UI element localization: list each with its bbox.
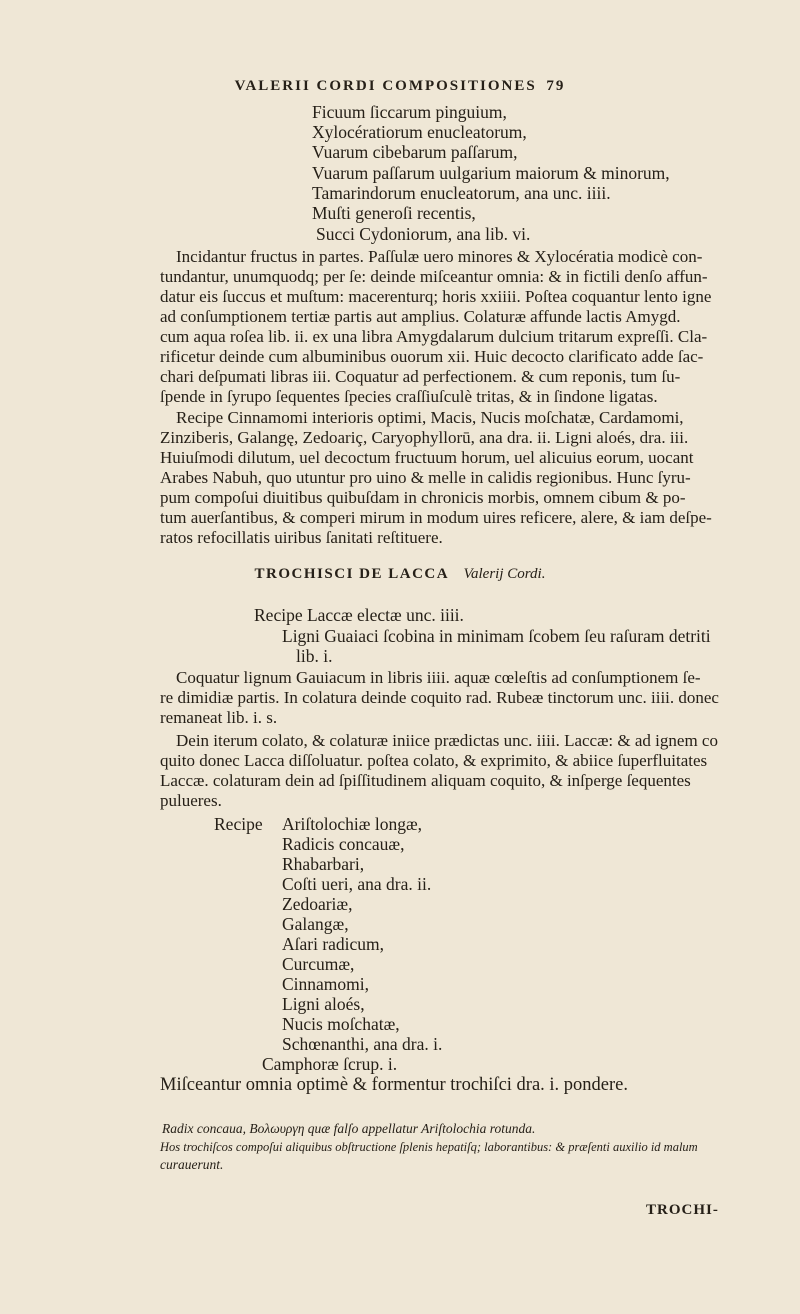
recipe-line: Recipe Laccæ electæ unc. iiii.: [254, 605, 464, 625]
text-line: re dimidiæ partis. In colatura deinde coquito rad. Rubeæ tinctorum unc. iiii. donec: [160, 688, 719, 707]
text-line: ratos refocillatis uiribus ſanitati reſtituere.: [160, 528, 443, 547]
recipe-item: Coſti ueri, ana dra. ii.: [282, 874, 432, 894]
recipe-item: Radicis concauæ,: [282, 834, 405, 854]
text-line: ad conſumptionem tertiæ partis aut amplius. Colaturæ affunde lactis Amygd.: [160, 307, 681, 326]
text-line: quito donec Lacca diſſoluatur. poſtea colato, & exprimito, & abiice ſuperfluitates: [160, 751, 708, 770]
recipe-item: Camphoræ ſcrup. i.: [262, 1054, 398, 1074]
text-line: Incidantur fructus in partes. Paſſulæ uero minores & Xylocératia modicè con-: [176, 247, 703, 266]
note-line: Radix concaua, Βολωυργη quæ falſo appellatur Ariſtolochia rotunda.: [162, 1121, 536, 1136]
recipe-item: Rhabarbari,: [282, 854, 365, 874]
ingredient-line: Muſti generoſi recentis,: [312, 203, 476, 223]
recipe-line: Ligni Guaiaci ſcobina in minimam ſcobem ſeu raſuram detriti: [282, 626, 711, 646]
recipe-label: Recipe: [214, 814, 263, 834]
closing-line: Miſceantur omnia optimè & formentur trochiſci dra. i. pondere.: [160, 1075, 629, 1095]
ingredient-line: Tamarindorum enucleatorum, ana unc. iiii.: [312, 183, 611, 203]
ingredient-line: Vuarum cibebarum paſſarum,: [312, 142, 518, 162]
recipe-line: lib. i.: [296, 646, 333, 666]
text-line: Laccæ. colaturam dein ad ſpiſſitudinem aliquam coquito, & inſperge ſequentes: [160, 771, 691, 790]
recipe-item: Curcumæ,: [282, 954, 355, 974]
recipe-item: Zedoariæ,: [282, 894, 353, 914]
recipe-item: Galangæ,: [282, 914, 349, 934]
section-title-text: TROCHISCI DE LACCA: [254, 566, 449, 582]
note-line: curauerunt.: [160, 1157, 224, 1172]
section-title: [0, 566, 800, 583]
recipe-item: Cinnamomi,: [282, 974, 370, 994]
text-line: cum aqua roſea lib. ii. ex una libra Amygdalarum dulcium tritarum expreſſi. Cla-: [160, 327, 708, 346]
recipe-item: Ariſtolochiæ longæ,: [282, 814, 422, 834]
section-title-author: Valerij Cordi.: [463, 566, 546, 582]
text-line: Dein iterum colato, & colaturæ iniice prædictas unc. iiii. Laccæ: & ad ignem co: [176, 731, 718, 750]
recipe-item: Schœnanthi, ana dra. i.: [282, 1034, 443, 1054]
catchword: TROCHI-: [646, 1202, 719, 1218]
recipe-item: Nucis moſchatæ,: [282, 1014, 400, 1034]
page-number: 79: [546, 78, 566, 94]
text-line: pulueres.: [160, 791, 222, 810]
text-line: pum compoſui diuitibus quibuſdam in chronicis morbis, omnem cibum & po-: [160, 488, 686, 507]
ingredient-line: Succi Cydoniorum, ana lib. vi.: [316, 224, 531, 244]
running-header: [0, 78, 800, 95]
text-line: tundantur, unumquodq; per ſe: deinde miſceantur omnia: & in fictili denſo affun-: [160, 267, 708, 286]
text-line: chari deſpumati libras iii. Coquatur ad perfectionem. & cum reponis, tum ſu-: [160, 367, 681, 386]
text-line: datur eis ſuccus et muſtum: macerenturq; horis xxiiii. Poſtea coquantur lento igne: [160, 287, 712, 306]
text-line: Recipe Cinnamomi interioris optimi, Macis, Nucis moſchatæ, Cardamomi,: [176, 408, 684, 427]
ingredient-line: Vuarum paſſarum uulgarium maiorum & minorum,: [312, 163, 670, 183]
text-line: Arabes Nabuh, quo utuntur pro uino & melle in calidis regionibus. Hunc ſyru-: [160, 468, 691, 487]
recipe-item: Ligni aloés,: [282, 994, 365, 1014]
text-line: ſpende in ſyrupo ſequentes ſpecies craſſiuſculè tritas, & in ſindone ligatas.: [160, 387, 658, 406]
running-header-title: VALERII CORDI COMPOSITIONES: [234, 78, 537, 94]
recipe-item: Aſari radicum,: [282, 934, 385, 954]
text-line: Huiuſmodi dilutum, uel decoctum fructuum horum, uel alicuius eorum, uocant: [160, 448, 694, 467]
note-line: Hos trochiſcos compoſui aliquibus obſtructione ſplenis hepatiſq; laborantibus: & præſenti auxilio id malum: [160, 1140, 698, 1154]
ingredient-line: Xylocératiorum enucleatorum,: [312, 122, 527, 142]
text-line: rificetur deinde cum albuminibus ouorum xii. Huic decocto clarificato adde ſac-: [160, 347, 704, 366]
ingredient-line: Ficuum ſiccarum pinguium,: [312, 102, 507, 122]
text-line: Coquatur lignum Gauiacum in libris iiii. aquæ cœleſtis ad conſumptionem ſe-: [176, 668, 701, 687]
text-line: remaneat lib. i. s.: [160, 708, 278, 727]
text-line: tum auerſantibus, & comperi mirum in modum uires reficere, alere, & iam deſpe-: [160, 508, 712, 527]
text-line: Zinziberis, Galangę, Zedoariç, Caryophyllorū, ana dra. ii. Ligni aloés, dra. iii.: [160, 428, 689, 447]
